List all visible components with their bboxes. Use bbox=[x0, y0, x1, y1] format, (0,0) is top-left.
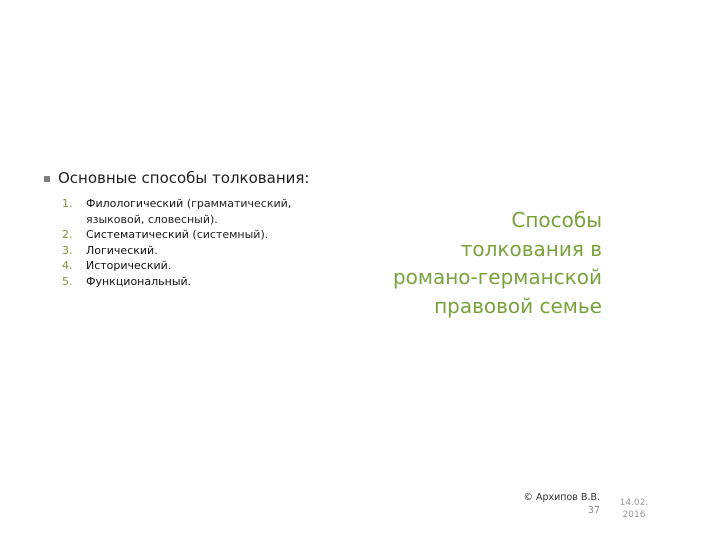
square-bullet-icon bbox=[44, 176, 50, 182]
list-item-number: 3. bbox=[62, 243, 73, 257]
list-item-number: 4. bbox=[62, 259, 73, 272]
slide-title-line: правовой семье bbox=[434, 293, 602, 318]
footer-author: © Архипов В.В. bbox=[523, 492, 600, 503]
list-item-detail: . bbox=[154, 243, 158, 257]
list-item-term: Логический bbox=[86, 243, 155, 257]
list-item-detail: (системный). bbox=[188, 228, 269, 241]
list-item-term: Исторический bbox=[86, 259, 168, 272]
list-item-text bbox=[86, 243, 334, 259]
slide-title-line: толкования в bbox=[460, 236, 602, 261]
list-item-number: 2. bbox=[62, 228, 73, 241]
list-item-text bbox=[86, 274, 334, 290]
bullet-heading-text: Основные способы толкования: bbox=[58, 169, 310, 187]
footer-author-block bbox=[500, 491, 600, 517]
footer-date-line: 14.02. bbox=[619, 498, 649, 508]
list-item bbox=[62, 274, 334, 290]
list-item bbox=[62, 227, 334, 243]
list-item-text bbox=[86, 258, 334, 274]
list-item-detail: . bbox=[187, 274, 192, 288]
list-item-term: Систематический bbox=[86, 228, 189, 241]
page-number: 37 bbox=[587, 505, 600, 516]
list-item bbox=[62, 258, 334, 274]
list-item-text bbox=[86, 227, 334, 243]
list-item-number: 5. bbox=[62, 274, 73, 288]
slide-title-line: романо-германской bbox=[392, 265, 602, 289]
list-item-number: 1. bbox=[62, 197, 73, 210]
content-block bbox=[44, 168, 334, 289]
list-item bbox=[62, 243, 334, 259]
list-item-text bbox=[86, 196, 334, 227]
bullet-heading bbox=[44, 168, 334, 188]
list-item-term: Функциональный bbox=[86, 274, 188, 288]
list-item bbox=[62, 196, 334, 227]
footer-date bbox=[612, 497, 656, 521]
list-item-term: Филологический bbox=[86, 197, 184, 210]
footer-date-line: 2016 bbox=[622, 510, 646, 520]
list-item-detail: (грамматический, языковой, словесный). bbox=[86, 197, 292, 226]
methods-list bbox=[62, 196, 334, 289]
slide-title bbox=[342, 206, 602, 320]
list-item-detail: . bbox=[167, 259, 172, 272]
slide-title-line: Способы bbox=[511, 208, 602, 232]
